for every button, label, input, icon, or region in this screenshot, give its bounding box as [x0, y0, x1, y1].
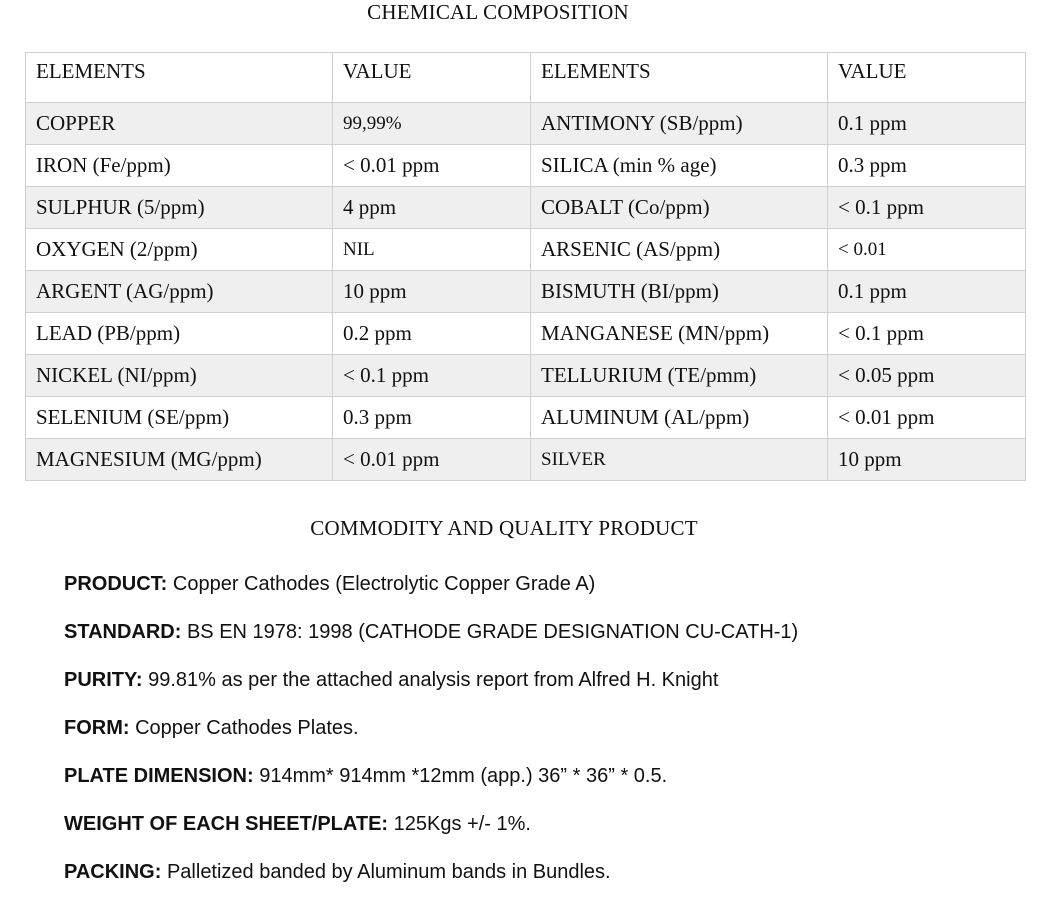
- spec-purity: [64, 660, 1004, 708]
- header-elements-right: ELEMENTS: [531, 53, 828, 103]
- element-cell: SILVER: [531, 439, 828, 481]
- element-cell: TELLURIUM (TE/pmm): [531, 355, 828, 397]
- value-cell: < 0.05 ppm: [828, 355, 1026, 397]
- element-cell: ARGENT (AG/ppm): [26, 271, 333, 313]
- spec-value: 99.81% as per the attached analysis report from Alfred H. Knight: [142, 669, 719, 691]
- element-cell: LEAD (PB/ppm): [26, 313, 333, 355]
- element-cell: SELENIUM (SE/ppm): [26, 397, 333, 439]
- value-cell: 99,99%: [333, 103, 531, 145]
- spec-weight: [64, 804, 1004, 852]
- value-cell: < 0.1 ppm: [333, 355, 531, 397]
- value-cell: 0.1 ppm: [828, 271, 1026, 313]
- table-row: [26, 145, 1026, 187]
- chemical-composition-table: [25, 52, 1026, 481]
- table-row: [26, 439, 1026, 481]
- element-cell: OXYGEN (2/ppm): [26, 229, 333, 271]
- spec-value: Copper Cathodes Plates.: [129, 717, 359, 739]
- value-cell: < 0.1 ppm: [828, 187, 1026, 229]
- value-cell: < 0.1 ppm: [828, 313, 1026, 355]
- value-cell: 0.3 ppm: [333, 397, 531, 439]
- table-row: [26, 397, 1026, 439]
- spec-packing: [64, 852, 1004, 900]
- element-cell: MAGNESIUM (MG/ppm): [26, 439, 333, 481]
- spec-label: PURITY:: [64, 669, 143, 691]
- spec-label: WEIGHT OF EACH SHEET/PLATE:: [64, 813, 389, 835]
- spec-label: PLATE DIMENSION:: [64, 765, 254, 787]
- table-header-row: [26, 53, 1026, 103]
- element-cell: MANGANESE (MN/ppm): [531, 313, 828, 355]
- spec-label: PRODUCT:: [64, 573, 168, 595]
- spec-value: Palletized banded by Aluminum bands in Bundles.: [161, 861, 611, 883]
- table-row: [26, 187, 1026, 229]
- header-value-left: VALUE: [333, 53, 531, 103]
- element-cell: ALUMINUM (AL/ppm): [531, 397, 828, 439]
- value-cell: 0.1 ppm: [828, 103, 1026, 145]
- value-cell: < 0.01 ppm: [333, 145, 531, 187]
- value-cell: 0.2 ppm: [333, 313, 531, 355]
- spec-value: BS EN 1978: 1998 (CATHODE GRADE DESIGNATION CU-CATH-1): [181, 621, 799, 643]
- table-row: [26, 355, 1026, 397]
- element-cell: ANTIMONY (SB/ppm): [531, 103, 828, 145]
- header-value-right: VALUE: [828, 53, 1026, 103]
- table-row: [26, 103, 1026, 145]
- header-elements-left: ELEMENTS: [26, 53, 333, 103]
- element-cell: NICKEL (NI/ppm): [26, 355, 333, 397]
- value-cell: 10 ppm: [333, 271, 531, 313]
- spec-form: [64, 708, 1004, 756]
- value-cell: 4 ppm: [333, 187, 531, 229]
- element-cell: SULPHUR (5/ppm): [26, 187, 333, 229]
- spec-standard: [64, 612, 1004, 660]
- spec-value: Copper Cathodes (Electrolytic Copper Grade A): [167, 573, 596, 595]
- spec-label: FORM:: [64, 717, 130, 739]
- element-cell: IRON (Fe/ppm): [26, 145, 333, 187]
- value-cell: < 0.01 ppm: [333, 439, 531, 481]
- element-cell: SILICA (min % age): [531, 145, 828, 187]
- spec-value: 914mm* 914mm *12mm (app.) 36” * 36” * 0.5.: [253, 765, 668, 787]
- table-row: [26, 313, 1026, 355]
- value-cell: < 0.01: [828, 229, 1026, 271]
- spec-label: PACKING:: [64, 861, 162, 883]
- spec-label: STANDARD:: [64, 621, 182, 643]
- value-cell: < 0.01 ppm: [828, 397, 1026, 439]
- spec-value: 125Kgs +/- 1%.: [388, 813, 531, 835]
- element-cell: COPPER: [26, 103, 333, 145]
- table-row: [26, 229, 1026, 271]
- chemical-composition-heading: CHEMICAL COMPOSITION: [367, 0, 629, 24]
- spec-plate-dimension: [64, 756, 1004, 804]
- value-cell: 10 ppm: [828, 439, 1026, 481]
- commodity-quality-heading: COMMODITY AND QUALITY PRODUCT: [310, 516, 698, 540]
- product-specifications: [64, 564, 1004, 900]
- table-row: [26, 271, 1026, 313]
- value-cell: 0.3 ppm: [828, 145, 1026, 187]
- element-cell: ARSENIC (AS/ppm): [531, 229, 828, 271]
- spec-product: [64, 564, 1004, 612]
- value-cell: NIL: [333, 229, 531, 271]
- element-cell: COBALT (Co/ppm): [531, 187, 828, 229]
- element-cell: BISMUTH (BI/ppm): [531, 271, 828, 313]
